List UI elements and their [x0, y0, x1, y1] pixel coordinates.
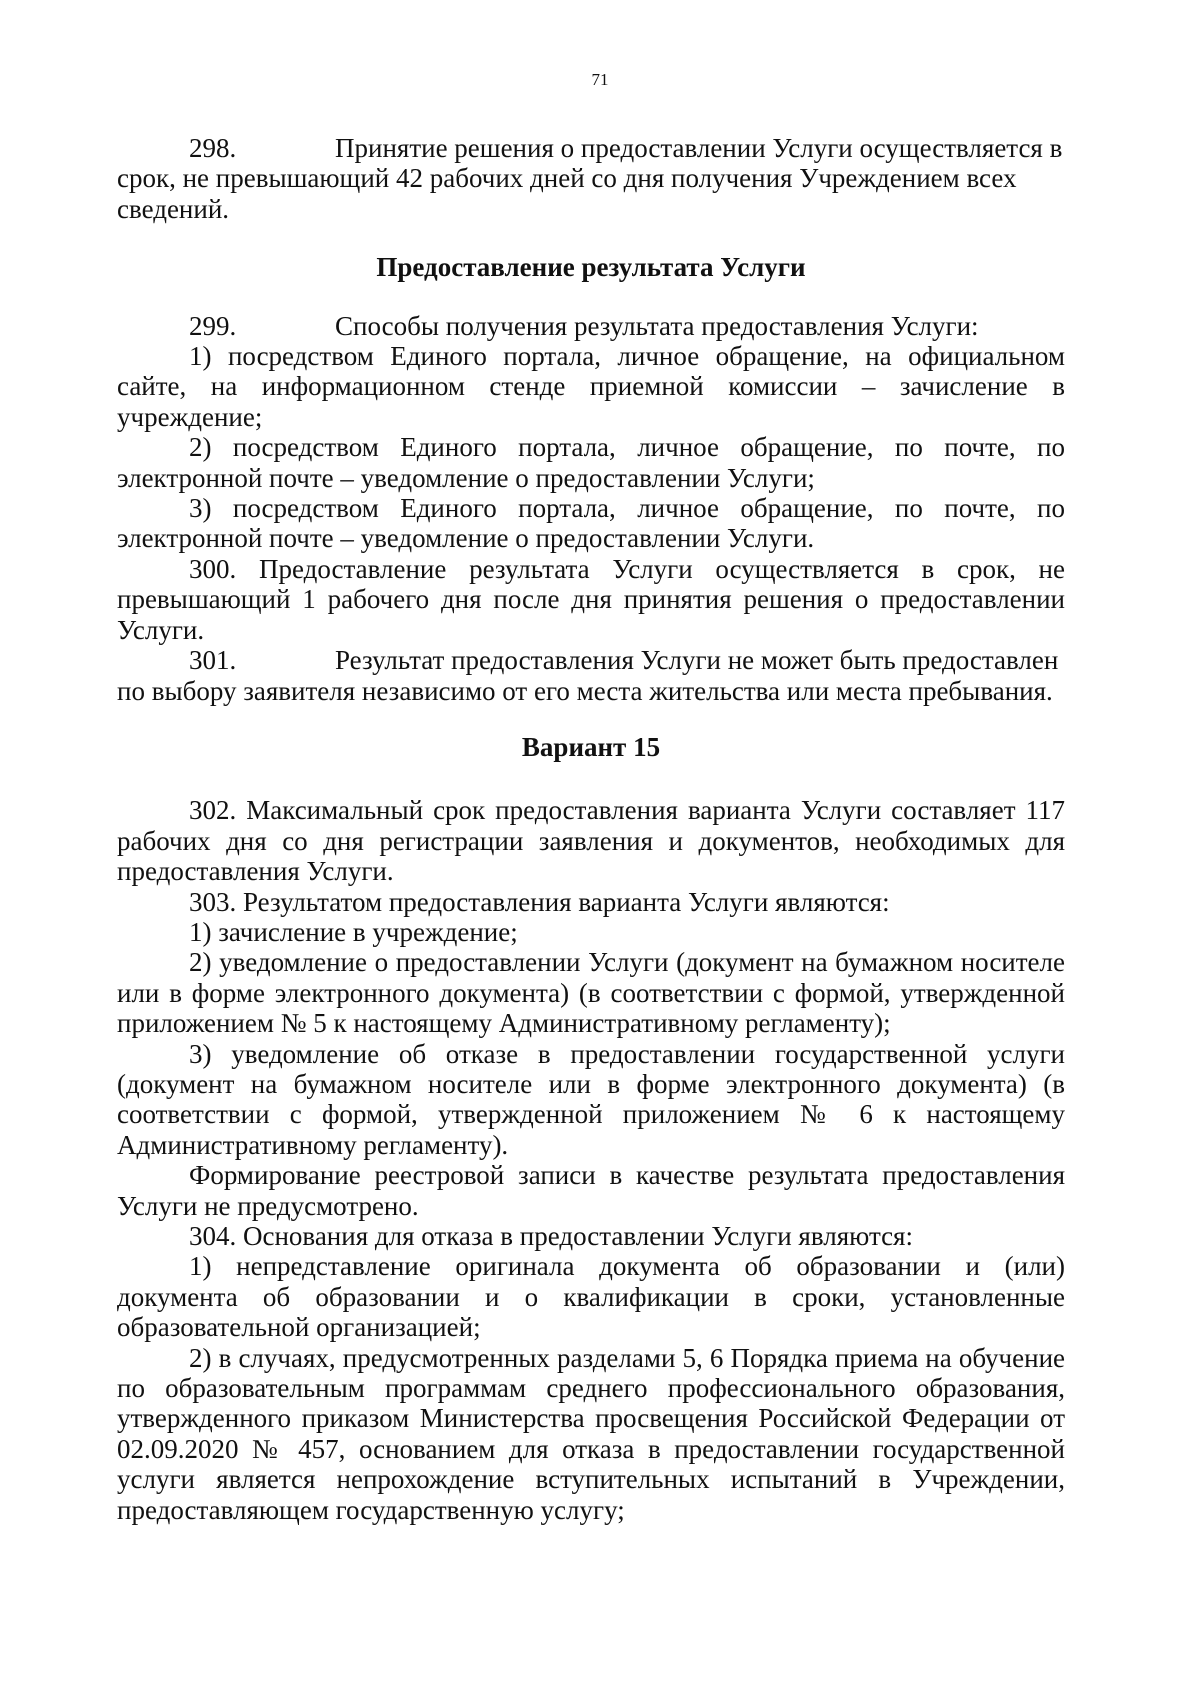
paragraph-text: Способы получения результата предоставления Услуги: — [335, 310, 979, 341]
list-item: 1) посредством Единого портала, личное обращение, на официальном сайте, на информационном стенде приемной комиссии – зачисление в учреждение; — [117, 341, 1065, 432]
document-body — [117, 133, 1065, 1525]
paragraph-304: 304. Основания для отказа в предоставлении Услуги являются: — [189, 1221, 913, 1251]
list-item: 1) непредставление оригинала документа об образовании и (или) документа об образовании и о квалификации в сроки, установленные образовательной организацией; — [117, 1251, 1065, 1343]
paragraph-300: 300. Предоставление результата Услуги осуществляется в срок, не превышающий 1 рабочего дня после дня принятия решения о предоставлении Услуги. — [117, 553, 1065, 645]
list-item: 3) посредством Единого портала, личное обращение, по почте, по электронной почте – уведомление о предоставлении Услуги. — [117, 493, 1065, 554]
list-item: 1) зачисление в учреждение; — [189, 916, 518, 947]
list-item: 2) уведомление о предоставлении Услуги (документ на бумажном носителе или в форме электронного документа) (в соответствии с формой, утвержденной приложением № 5 к настоящему Административному регламенту); — [117, 947, 1065, 1039]
paragraph-note: Формирование реестровой записи в качестве результата предоставления Услуги не предусмотрено. — [117, 1160, 1065, 1221]
section-heading-variant: Вариант 15 — [521, 731, 661, 762]
section-heading-result: Предоставление результата Услуги — [376, 252, 806, 283]
list-item: 2) в случаях, предусмотренных разделами 5, 6 Порядка приема на обучение по образовательным программам среднего профессионального образования, утвержденного приказом Министерства просвещения Российской Федерации от 02.09.2020 № 457, основанием для отказа в предоставлении государственной услуги является непрохождение вступительных испытаний в Учреждении, предоставляющем государственную услугу; — [117, 1342, 1065, 1525]
paragraph-299 — [117, 311, 1065, 341]
list-item: 2) посредством Единого портала, личное обращение, по почте, по электронной почте – уведомление о предоставлении Услуги; — [117, 432, 1065, 493]
paragraph-298 — [117, 133, 1065, 224]
paragraph-301 — [117, 645, 1065, 706]
paragraph-303: 303. Результатом предоставления варианта Услуги являются: — [189, 886, 890, 917]
paragraph-302: 302. Максимальный срок предоставления варианта Услуги составляет 117 рабочих дня со дня регистрации заявления и документов, необходимых для предоставления Услуги. — [117, 795, 1065, 887]
paragraph-text: Результат предоставления Услуги не может быть предоставлен по выбору заявителя независимо от его места жительства или места пребывания. — [117, 645, 1059, 706]
paragraph-text: Принятие решения о предоставлении Услуги осуществляется в срок, не превышающий 42 рабочих дней со дня получения Учреждением всех сведений. — [117, 133, 1063, 224]
paragraph-number: 298. — [189, 133, 237, 163]
paragraph-number: 301. — [189, 645, 237, 676]
paragraph-number: 299. — [189, 310, 237, 341]
page-number: 71 — [591, 70, 609, 89]
list-item: 3) уведомление об отказе в предоставлении государственной услуги (документ на бумажном носителе или в форме электронного документа) (в соответствии с формой, утвержденной приложением № 6 к настоящему Административному регламенту). — [117, 1038, 1065, 1160]
